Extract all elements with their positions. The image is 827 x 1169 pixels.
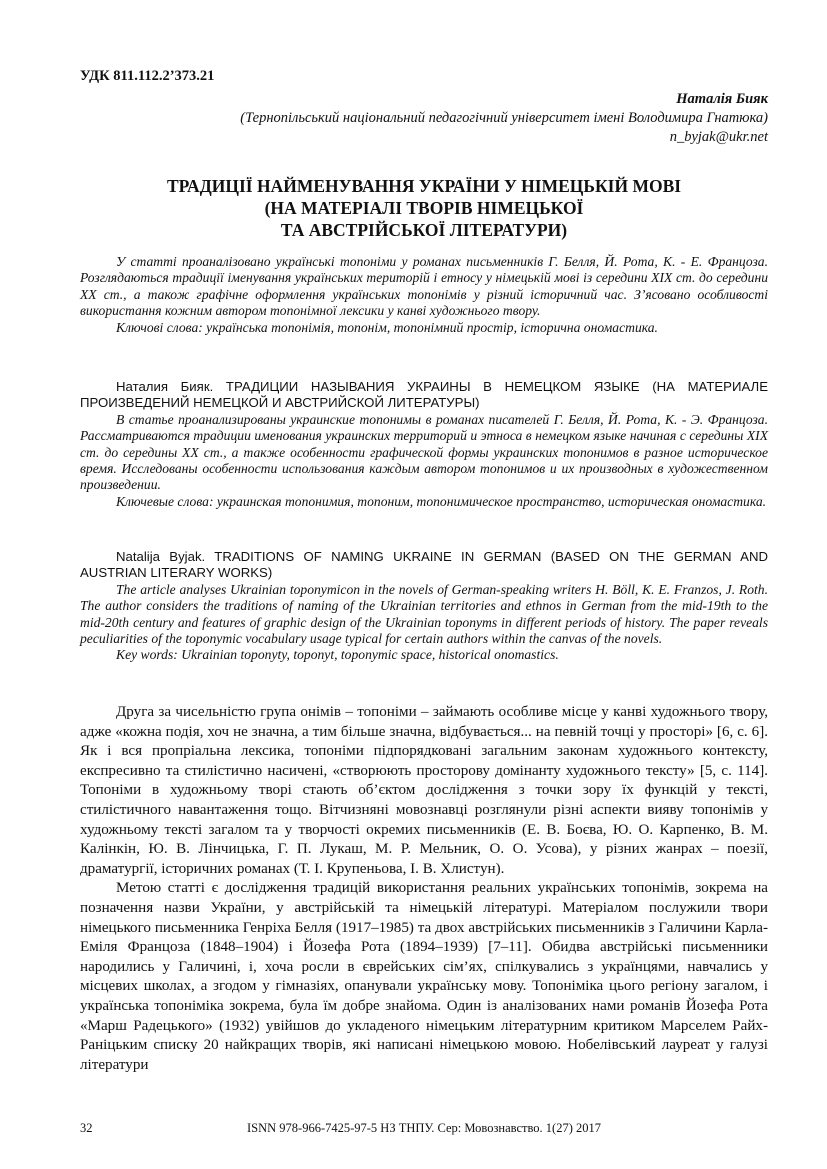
journal-citation: ISNN 978-966-7425-97-5 НЗ ТНПУ. Сер: Мовознавство. 1(27) 2017: [246, 1121, 602, 1135]
title-line-3: ТА АВСТРІЙСЬКОЇ ЛІТЕРАТУРИ): [280, 220, 568, 240]
abstract-en-keywords: Key words: Ukrainian toponyty, toponyt, toponymic space, historical onomastics.: [116, 647, 559, 663]
abstract-ru-keywords: Ключевые слова: украинская топонимия, топоним, топонимическое пространство, историческая ономастика.: [116, 493, 767, 509]
abstract-russian: [80, 379, 768, 510]
title-line-1: ТРАДИЦІЇ НАЙМЕНУВАННЯ УКРАЇНИ У НІМЕЦЬКІЙ МОВІ: [166, 176, 682, 196]
main-body: [80, 703, 768, 1075]
abstract-ukrainian: [80, 254, 768, 336]
author-affiliation: (Тернопільський національний педагогічний університет імені Володимира Гнатюка): [240, 110, 768, 126]
author-email: n_byjak@ukr.net: [669, 129, 768, 145]
body-paragraph-2: Метою статті є дослідження традицій використання реальних українських топонімів, зокрема на позначення назви України, у австрійській та німецькій літературі. Матеріалом послужили твори німецького письменника Генріха Белля (1917–1985) та двох австрійських письменників з Галичини Карла-Еміля Францоза (1848–1904) і Йозефа Рота (1894–1939) [7–11]. Обидва австрійські письменники народились у Галичині, і, хоча росли в єврейських сім’ях, спілкувались з українцями, навчались у місцевих школах, а згодом у гімназіях, опанували українську мову. Топоніміка цього регіону загалом, і українська топоніміка зокрема, була їм добре знайома. Один із аналізованих нами романів Йозефа Рота «Марш Радецького» (1932) увійшов до укладеного німецьким літературним критиком Марселем Райх-Раніцьким списку 20 найкращих творів, які написані німецькою мовою. Нобелівський лауреат у галузі літератури: [80, 880, 768, 1073]
abstract-uk-keywords: Ключові слова: українська топонімія, топонім, топонімний простір, історична ономастика.: [116, 319, 658, 335]
body-paragraph-1: Друга за чисельністю група онімів – топоніми – займають особливе місце у канві художнього твору, адже «кожна подія, хоч не значна, а тим більше значна, відбувається... на певній точці у просторі» [6, с. 6]. Як і вся пропріальна лексика, топоніми підпорядковані загальним законам художнього контексту, експресивно та стилістично насичені, «створюють просторову домінанту художнього тексту» [5, с. 114]. Топоніми в художньому творі стають об’єктом дослідження з точки зору їх функцій у тексті, стилістичного навантаження тощо. Вітчизняні мовознавці розглянули різні аспекти вияву топонімів у художньому тексті загалом та у творчості окремих письменників (Е. В. Боєва, Ю. О. Карпенко, В. М. Калінкін, Ю. В. Лінчицька, Г. П. Лукаш, М. Р. Мельник, О. О. Усова), у різних жанрах – поезії, драматургії, історичних романах (Т. І. Крупеньова, І. В. Хлистун).: [80, 704, 768, 877]
page-number: 32: [80, 1121, 93, 1135]
article-title: [80, 175, 768, 241]
author-name: Наталія Бияк: [676, 91, 768, 107]
abstract-ru-heading: Наталия Бияк. ТРАДИЦИИ НАЗЫВАНИЯ УКРАИНЫ В НЕМЕЦКОМ ЯЗЫКЕ (НА МАТЕРИАЛЕ ПРОИЗВЕДЕНИЙ НЕМЕЦКОЙ И АВСТРИЙСКОЙ ЛИТЕРАТУРЫ): [80, 379, 768, 411]
abstract-uk-text: У статті проаналізовано українські топоніми у романах письменників Г. Белля, Й. Рота, К. - Е. Францоза. Розглядаються традиції іменування українських територій і етносу у німецькій мові із середини XIX ст. до середини XX ст., а також графічне оформлення українських топонімів у різний історичний час. З’ясовано особливості використання кожним автором топонімної лексики у канві художнього твору.: [80, 254, 768, 319]
abstract-ru-text: В статье проанализированы украинские топонимы в романах писателей Г. Белля, Й. Рота, К. - Э. Францоза. Рассматриваются традиции именования украинских территорий и этноса в немецком языке начиная с середины XIX ст. до середины XX ст., а также особенности графической формы украинских топонимов в разное историческое время. Исследованы особенности использования каждым автором топонимов и их производных в художественном произведении.: [80, 411, 768, 493]
abstract-en-text: The article analyses Ukrainian toponymicon in the novels of German-speaking writers H. Böll, K. E. Franzos, J. Roth. The author considers the traditions of naming of the Ukrainian territories and ethnos in German from the mid-19th to the mid-20th century and features of graphic design of the Ukrainian toponyms in different periods of history. The paper reveals peculiarities of the toponymic vocabulary usage typical for certain authors within the canvas of the novels.: [80, 581, 768, 647]
title-line-2: (НА МАТЕРІАЛІ ТВОРІВ НІМЕЦЬКОЇ: [264, 198, 584, 218]
abstract-en-heading: Natalija Byjak. TRADITIONS OF NAMING UKRAINE IN GERMAN (BASED ON THE GERMAN AND AUSTRIAN LITERARY WORKS): [80, 549, 768, 581]
author-block: [240, 90, 768, 147]
udk-code: УДК 811.112.2’373.21: [80, 68, 215, 84]
abstract-english: [80, 549, 768, 664]
